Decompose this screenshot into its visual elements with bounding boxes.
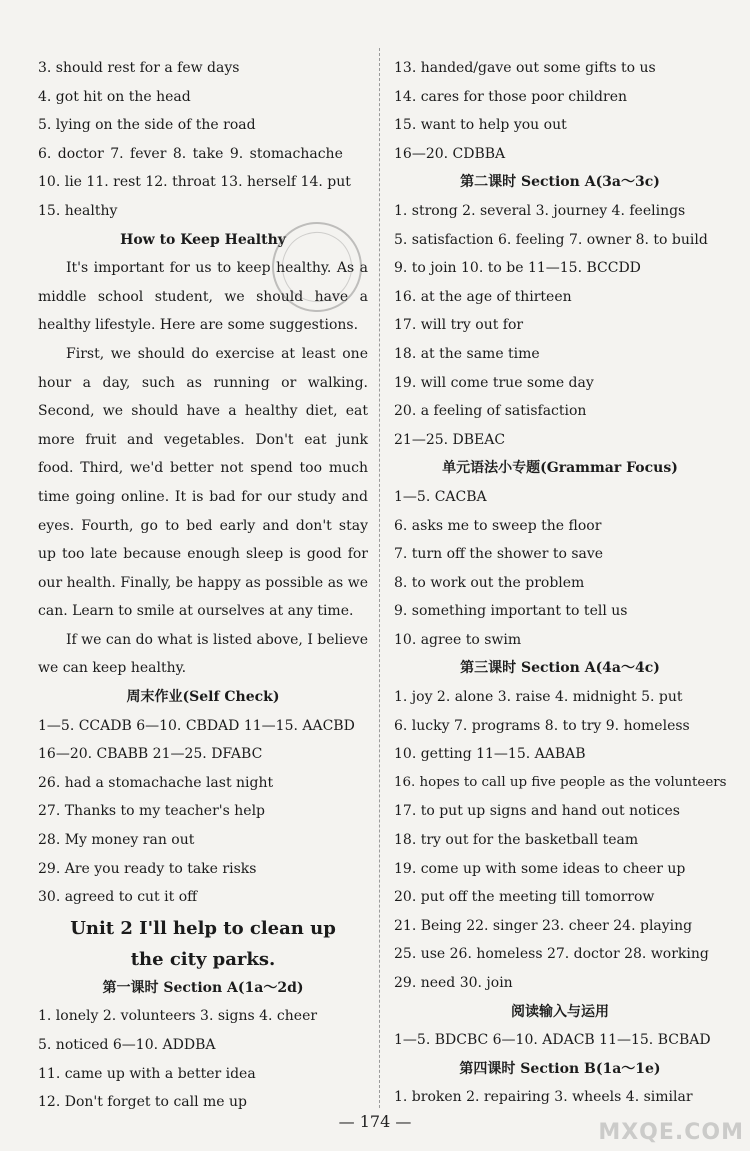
unit-title: Unit 2 I'll help to clean up (70, 917, 336, 939)
answer-line: 25. use 26. homeless 27. doctor 28. working (394, 946, 709, 963)
lesson-title: 第三课时 Section A(4a～4c) (460, 660, 660, 677)
column-divider (379, 48, 380, 1108)
answer-line: 30. agreed to cut it off (38, 889, 198, 906)
answer-line: 12. Don't forget to call me up (38, 1094, 248, 1111)
answer-line: 28. My money ran out (38, 832, 195, 849)
answer-line: 17. to put up signs and hand out notices (394, 803, 680, 820)
answer-line: 16—20. CDBBA (394, 145, 506, 162)
answer-line: 1. strong 2. several 3. journey 4. feelings (394, 202, 686, 219)
lesson-title: 第二课时 Section A(3a～3c) (460, 174, 660, 191)
answer-line: 20. put off the meeting till tomorrow (394, 889, 655, 906)
reading-title: 阅读输入与运用 (511, 1003, 609, 1020)
lesson-title: 第四课时 Section B(1a～1e) (459, 1060, 661, 1077)
site-watermark: MXQE.COM (598, 1120, 744, 1145)
answer-line: 1—5. CCADB 6—10. CBDAD 11—15. AACBD (38, 717, 355, 734)
page-number: — 174 — (338, 1112, 412, 1131)
essay-paragraph: First, we should do exercise at least one hour a day, such as running or walking. Second, we should have a healthy diet, eat more fruit and vegetables. Don't eat junk food. Third, we'd better not spend too much time going online. It is bad for our study and eyes. Fourth, go to bed early and don't stay up too late because enough sleep is good for our health. Finally, be happy as possible as we can. Learn to smile at ourselves at any time. (38, 345, 368, 620)
answer-line: 6. asks me to sweep the floor (394, 517, 602, 534)
answer-line: 27. Thanks to my teacher's help (38, 803, 266, 820)
answer-line: 17. will try out for (394, 317, 524, 334)
answer-line: 19. will come true some day (394, 374, 594, 391)
essay-paragraph: If we can do what is listed above, I believe we can keep healthy. (38, 631, 368, 677)
answer-line: 16—20. CBABB 21—25. DFABC (38, 746, 263, 763)
lesson-title: 第一课时 Section A(1a～2d) (102, 979, 304, 996)
answer-line: 16. hopes to call up five people as the volunteers (394, 774, 727, 790)
answer-line: 1. broken 2. repairing 3. wheels 4. similar (394, 1089, 693, 1106)
answer-line: 5. satisfaction 6. feeling 7. owner 8. to build (394, 231, 708, 248)
answer-line: 16. at the age of thirteen (394, 288, 572, 305)
grammar-focus-title: 单元语法小专题(Grammar Focus) (442, 460, 678, 477)
right-column (394, 54, 726, 1112)
essay-title: How to Keep Healthy (120, 231, 286, 248)
answer-line: 1—5. CACBA (394, 488, 487, 505)
answer-line: 9. something important to tell us (394, 603, 628, 620)
answer-line: 18. try out for the basketball team (394, 832, 639, 849)
answer-line: 29. need 30. join (394, 975, 513, 991)
unit-title-continued: the city parks. (130, 948, 276, 970)
answer-line: 10. lie 11. rest 12. throat 13. herself 14. put (38, 174, 351, 191)
answer-line: 10. getting 11—15. AABAB (394, 746, 586, 763)
answer-line: 21. Being 22. singer 23. cheer 24. playing (394, 917, 693, 934)
answer-line: 7. turn off the shower to save (394, 546, 604, 563)
answer-line: 1. lonely 2. volunteers 3. signs 4. cheer (38, 1008, 318, 1025)
answer-line: 5. lying on the side of the road (38, 117, 256, 134)
answer-line: 10. agree to swim (394, 631, 522, 648)
answer-line: 15. want to help you out (394, 117, 567, 134)
answer-line: 6. doctor 7. fever 8. take 9. stomachache (38, 145, 343, 162)
answer-line: 29. Are you ready to take risks (38, 860, 257, 877)
answer-line: 4. got hit on the head (38, 88, 191, 105)
answer-line: 18. at the same time (394, 345, 540, 362)
answer-line: 1—5. BDCBC 6—10. ADACB 11—15. BCBAD (394, 1032, 711, 1049)
essay-body (38, 254, 368, 683)
answer-line: 15. healthy (38, 202, 118, 219)
answer-line: 9. to join 10. to be 11—15. BCCDD (394, 260, 641, 277)
answer-line: 5. noticed 6—10. ADDBA (38, 1037, 216, 1053)
answer-line: 3. should rest for a few days (38, 60, 240, 76)
answer-line: 13. handed/gave out some gifts to us (394, 60, 656, 76)
answer-line: 21—25. DBEAC (394, 431, 506, 448)
answer-line: 8. to work out the problem (394, 574, 585, 591)
answer-line: 26. had a stomachache last night (38, 774, 274, 791)
essay-paragraph: It's important for us to keep healthy. As a middle school student, we should have a healthy lifestyle. Here are some suggestions. (38, 260, 368, 334)
answer-line: 14. cares for those poor children (394, 88, 627, 105)
answer-line: 11. came up with a better idea (38, 1065, 256, 1082)
answer-line: 6. lucky 7. programs 8. to try 9. homeless (394, 717, 690, 734)
answer-line: 19. come up with some ideas to cheer up (394, 860, 686, 877)
answer-line: 20. a feeling of satisfaction (394, 403, 587, 420)
left-column (38, 54, 368, 1117)
answer-line: 1. joy 2. alone 3. raise 4. midnight 5. put (394, 689, 683, 706)
self-check-title: 周末作业(Self Check) (126, 689, 280, 706)
